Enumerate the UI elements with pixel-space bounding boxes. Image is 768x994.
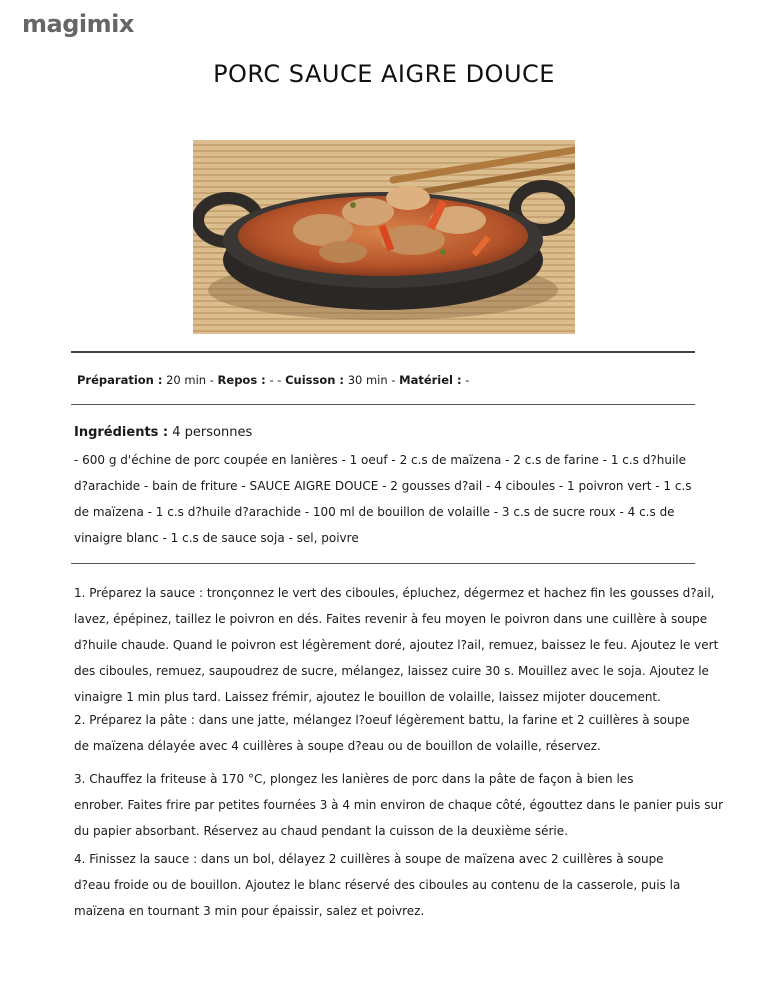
- ingredients-line: vinaigre blanc - 1 c.s de sauce soja - sel, poivre: [74, 531, 359, 545]
- recipe-photo: [193, 140, 575, 334]
- step-2: [74, 707, 704, 759]
- rest-label: Repos :: [217, 373, 266, 387]
- step-line: enrober. Faites frire par petites fournées 3 à 4 min environ de chaque côté, égouttez dans le panier puis sur: [74, 798, 724, 812]
- prep-value: 20 min -: [166, 373, 214, 387]
- step-line: vinaigre 1 min plus tard. Laissez frémir, ajoutez le bouillon de volaille, laissez mijoter doucement.: [74, 690, 661, 704]
- prep-label: Préparation :: [77, 373, 163, 387]
- step-4: [74, 846, 704, 924]
- recipe-title: PORC SAUCE AIGRE DOUCE: [213, 60, 555, 88]
- dish-illustration: [193, 140, 575, 334]
- servings: 4 personnes: [172, 425, 253, 440]
- step-line: 3. Chauffez la friteuse à 170 °C, plongez les lanières de porc dans la pâte de façon à bien les: [74, 772, 634, 786]
- rest-value: - -: [269, 373, 282, 387]
- divider-ingredients: [71, 563, 695, 564]
- ingredients-line: de maïzena - 1 c.s d?huile d?arachide - 100 ml de bouillon de volaille - 3 c.s de sucre roux - 4 c.s de: [74, 505, 675, 519]
- step-line: d?eau froide ou de bouillon. Ajoutez le blanc réservé des ciboules au contenu de la casserole, puis la: [74, 878, 681, 892]
- step-1: [74, 580, 719, 710]
- step-line: 2. Préparez la pâte : dans une jatte, mélangez l?oeuf légèrement battu, la farine et 2 cuillères à soupe: [74, 713, 690, 727]
- step-line: d?huile chaude. Quand le poivron est légèrement doré, ajoutez l?ail, remuez, baissez le feu. Ajoutez le vert: [74, 638, 719, 652]
- step-line: maïzena en tournant 3 min pour épaissir, salez et poivrez.: [74, 904, 425, 918]
- step-line: lavez, épépinez, taillez le poivron en dés. Faites revenir à feu moyen le poivron dans une cuillère à soupe: [74, 612, 708, 626]
- step-line: 1. Préparez la sauce : tronçonnez le vert des ciboules, épluchez, dégermez et hachez fin les gousses d?ail,: [74, 586, 715, 600]
- recipe-meta: [77, 373, 469, 387]
- ingredients-list: [74, 447, 704, 551]
- ingredients-line: - 600 g d'échine de porc coupée en lanières - 1 oeuf - 2 c.s de maïzena - 2 c.s de farine - 1 c.s d?huile: [74, 453, 686, 467]
- cook-value: 30 min -: [347, 373, 396, 387]
- step-3: [74, 766, 724, 844]
- step-line: 4. Finissez la sauce : dans un bol, délayez 2 cuillères à soupe de maïzena avec 2 cuillères à soupe: [74, 852, 664, 866]
- material-value: -: [465, 373, 470, 387]
- cook-label: Cuisson :: [285, 373, 345, 387]
- ingredients-line: d?arachide - bain de friture - SAUCE AIGRE DOUCE - 2 gousses d?ail - 4 ciboules - 1 poivron vert - 1 c.s: [74, 479, 692, 493]
- divider-top: [71, 351, 695, 353]
- step-line: des ciboules, remuez, saupoudrez de sucre, mélangez, laissez cuire 30 s. Mouillez avec le soja. Ajoutez le: [74, 664, 709, 678]
- step-line: du papier absorbant. Réservez au chaud pendant la cuisson de la deuxième série.: [74, 824, 568, 838]
- step-line: de maïzena délayée avec 4 cuillères à soupe d?eau ou de bouillon de volaille, réservez.: [74, 739, 601, 753]
- ingredients-heading: [74, 425, 252, 440]
- divider-meta: [71, 404, 695, 405]
- material-label: Matériel :: [399, 373, 462, 387]
- ingredients-label: Ingrédients :: [74, 425, 169, 440]
- brand-logo: magimix: [22, 10, 134, 38]
